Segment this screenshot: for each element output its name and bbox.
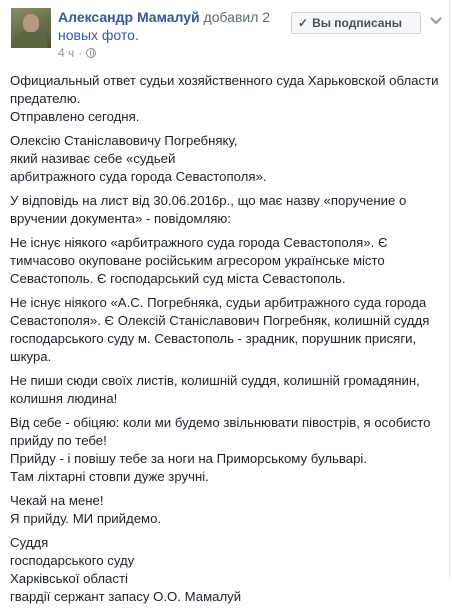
subscribed-button[interactable] xyxy=(291,12,421,34)
post-paragraph: Чекай на мене! Я прийду. МИ прийдемо. xyxy=(10,493,162,526)
post-meta xyxy=(58,46,96,60)
action-text: добавил 2 xyxy=(203,9,271,25)
post-paragraph: Официальный ответ судьи хозяйственного суда Харьковской области предателю. Отправлено сегодня. xyxy=(10,73,439,124)
new-photos-link[interactable]: новых фото. xyxy=(58,27,139,43)
post-timestamp[interactable]: 4 ч xyxy=(58,46,75,60)
avatar[interactable] xyxy=(11,8,51,48)
post-header xyxy=(58,8,288,44)
post-paragraph: Від себе - обіцяю: коли ми будемо звільнювати півострів, я особисто прийду по тебе! Прийду - і повішу тебе за ноги на Приморському бульварі. Там ліхтарні стовпи дуже зручні. xyxy=(10,415,431,484)
post-paragraph: Суддя господарського суду Харківської області гвардії сержант запасу О.О. Мамалуй xyxy=(10,535,242,604)
post-paragraph: Не існує ніякого «арбитражного суда города Севастополя». Є тимчасово окуповане російським агресором українське місто Севастополь. Є господарський суд міста Севастополь. xyxy=(10,235,388,286)
subscribed-label: Вы подписаны xyxy=(312,16,402,30)
post-paragraph: У відповідь на лист від 30.06.2016р., що має назву «поручение о вручении документа» - повідомляю: xyxy=(10,193,407,226)
author-name-link[interactable]: Александр Мамалуй xyxy=(58,9,200,25)
globe-icon[interactable] xyxy=(86,48,96,58)
check-icon: ✓ xyxy=(298,16,309,30)
avatar-head xyxy=(23,14,39,32)
avatar-body xyxy=(15,32,47,48)
chevron-down-icon[interactable] xyxy=(428,13,444,29)
post-paragraph: Не існує ніякого «А.С. Погребняка, судьи арбитражного суда города Севастополя». Є Олексій Станіславович Погребняк, колишній суддя господарського суду м. Севастополь - зрадник, порушник присяги, шкура. xyxy=(10,295,430,364)
post-paragraph: Олексію Станіславовичу Погребняку, який називає себе «судьей арбитражного суда города Севастополя». xyxy=(10,133,267,184)
meta-separator: · xyxy=(78,46,83,60)
post-text xyxy=(10,72,442,612)
post-paragraph: Не пиши сюди своїх листів, колишній суддя, колишній громадянин, колишня людина! xyxy=(10,373,420,406)
